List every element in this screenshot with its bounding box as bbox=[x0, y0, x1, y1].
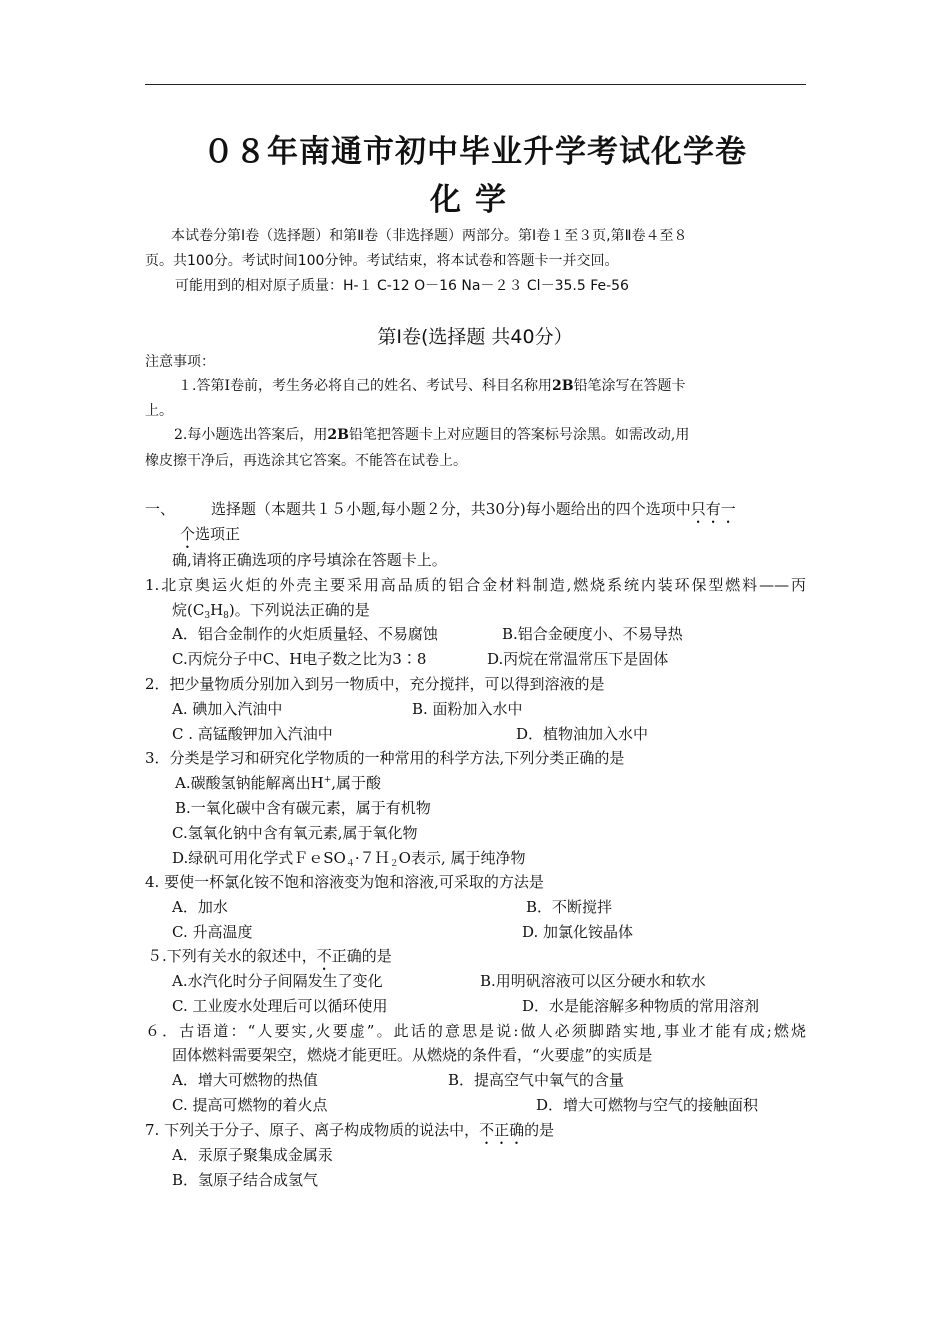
q5-option-a: A.水汽化时分子间隔发生了变化 bbox=[172, 972, 383, 990]
q3-option-a-text: A.碳酸氢钠能解离出H bbox=[175, 774, 324, 792]
q3-option-d bbox=[172, 848, 526, 868]
q1-option-d: D.丙烷在常温常压下是固体 bbox=[487, 650, 669, 668]
part-1-heading-cont: 确,请将正确选项的序号填涂在答题卡上。 bbox=[172, 551, 447, 569]
q1-stem-b1: 烷(C bbox=[172, 601, 205, 619]
exam-title: ０８年南通市初中毕业升学考试化学卷 bbox=[203, 134, 747, 170]
atomic-masses: 可能用到的相对原子质量：H-１ C-12 O－16 Na－２３ Cl－35.5 Fe-56 bbox=[175, 278, 629, 294]
note-2 bbox=[174, 425, 689, 445]
q7-stem bbox=[145, 1120, 554, 1148]
q3-option-a-text-2: ,属于酸 bbox=[331, 774, 382, 792]
q5-stem-a: ５.下列有关水的叙述中， bbox=[147, 947, 317, 965]
subject-title: 化学 bbox=[430, 182, 520, 218]
q7-option-a: A．汞原子聚集成金属汞 bbox=[172, 1146, 333, 1164]
q3-option-c: C.氢氧化钠中含有氧元素,属于氧化物 bbox=[172, 824, 418, 842]
q2-option-d: D．植物油加入水中 bbox=[516, 725, 649, 743]
q5-stem bbox=[147, 946, 392, 974]
q5-option-b: B.用明矾溶液可以区分硬水和软水 bbox=[480, 972, 706, 990]
q2-stem: 2．把少量物质分别加入到另一物质中，充分搅拌，可以得到溶液的是 bbox=[145, 675, 605, 693]
note-2-cont: 橡皮擦干净后，再选涂其它答案。不能答在试卷上。 bbox=[145, 453, 467, 469]
q6-stem: ６．古语道：“人要实,火要虚”。此话的意思是说:做人必须脚踏实地,事业才能有成;燃烧 bbox=[145, 1022, 806, 1040]
q1-stem: 1.北京奥运火炬的外壳主要采用高品质的铝合金材料制造,燃烧系统内装环保型燃料——丙 bbox=[145, 576, 806, 594]
note-1-text-b: 铅笔涂写在答题卡 bbox=[573, 378, 686, 394]
q1-stem-b2: H bbox=[210, 601, 224, 619]
q3-sub-2: ２ bbox=[389, 859, 399, 869]
q3-option-d-text-3: O表示, 属于纯净物 bbox=[398, 849, 526, 867]
note-1-cont: 上。 bbox=[145, 403, 173, 419]
part-1-number: 一、 bbox=[145, 500, 176, 518]
note-1 bbox=[178, 376, 686, 396]
q4-stem: 4. 要使一杯氯化铵不饱和溶液变为饱和溶液,可采取的方法是 bbox=[145, 873, 544, 891]
part-1-emphasis-2: 个 bbox=[180, 525, 196, 543]
q1-option-a: A．铝合金制作的火炬质量轻、不易腐蚀 bbox=[172, 625, 438, 643]
q7-option-b: B．氢原子结合成氢气 bbox=[172, 1171, 319, 1189]
q1-option-c: C.丙烷分子中C、H电子数之比为3∶8 bbox=[172, 650, 427, 668]
q1-sub-3: 3 bbox=[204, 611, 211, 621]
q5-option-d: D．水是能溶解多种物质的常用溶剂 bbox=[522, 997, 760, 1015]
q2-option-c: C . 高锰酸钾加入汽油中 bbox=[172, 725, 333, 743]
q7-stem-a: 7. 下列关于分子、原子、离子构成物质的说法中， bbox=[145, 1121, 480, 1139]
note-1-pencil: 2B bbox=[551, 378, 574, 394]
note-2-pencil: 2B bbox=[327, 427, 349, 443]
q6-stem-cont: 固体燃料需要架空，燃烧才能更旺。从燃烧的条件看，“火要虚”的实质是 bbox=[172, 1046, 653, 1064]
q4-option-c: C. 升高温度 bbox=[172, 923, 253, 941]
note-1-text-a: １.答第Ⅰ卷前，考生务必将自己的姓名、考试号、科目名称用 bbox=[178, 378, 552, 394]
q3-plus: + bbox=[323, 775, 332, 785]
q3-option-b: B.一氧化碳中含有碳元素，属于有机物 bbox=[175, 799, 431, 817]
part-1-heading-a: 选择题（本题共１５小题,每小题２分，共30分)每小题给出的四个选项中 bbox=[211, 500, 691, 518]
intro-line-1: 本试卷分第Ⅰ卷（选择题）和第Ⅱ卷（非选择题）两部分。第Ⅰ卷１至３页,第Ⅱ卷４至８ bbox=[171, 228, 688, 244]
q4-option-b: B．不断搅拌 bbox=[526, 898, 613, 916]
intro-line-2: 页。共100分。考试时间100分钟。考试结束，将本试卷和答题卡一并交回。 bbox=[145, 253, 619, 269]
q1-option-b: B.铝合金硬度小、不易导热 bbox=[502, 625, 683, 643]
q1-stem-b3: )。下列说法正确的是 bbox=[228, 601, 370, 619]
q1-sub-8: 8 bbox=[223, 611, 229, 621]
q3-sub-4: ４ bbox=[345, 859, 355, 869]
q1-stem-cont bbox=[172, 600, 370, 620]
part-1-heading-b: 选项正 bbox=[195, 525, 241, 543]
section-1-title: 第Ⅰ卷(选择题 共40分） bbox=[377, 326, 573, 348]
q4-option-a: A．加水 bbox=[172, 898, 228, 916]
q7-emphasis: 不正确 bbox=[479, 1121, 525, 1139]
q5-stem-b: 正确的是 bbox=[331, 947, 392, 965]
part-1-heading-wrap bbox=[180, 524, 240, 552]
q5-emphasis: 不 bbox=[316, 947, 332, 965]
q3-option-d-text: D.绿矾可用化学式ＦｅSO bbox=[172, 849, 346, 867]
q6-option-b: B．提高空气中氧气的含量 bbox=[448, 1071, 625, 1089]
q4-option-d: D. 加氯化铵晶体 bbox=[522, 923, 634, 941]
notes-title: 注意事项： bbox=[145, 354, 215, 370]
q2-option-b: B. 面粉加入水中 bbox=[412, 700, 523, 718]
q2-option-a: A. 碘加入汽油中 bbox=[172, 700, 283, 718]
part-1-heading bbox=[211, 499, 736, 527]
q3-option-d-text-2: ·７Ｈ bbox=[354, 849, 390, 867]
header-rule bbox=[145, 84, 806, 85]
note-2-text-b: 铅笔把答题卡上对应题目的答案标号涂黑。如需改动,用 bbox=[348, 427, 690, 443]
q6-option-a: A．增大可燃物的热值 bbox=[172, 1071, 318, 1089]
q3-option-a bbox=[175, 773, 381, 793]
q6-option-d: D．增大可燃物与空气的接触面积 bbox=[536, 1096, 759, 1114]
q5-option-c: C. 工业废水处理后可以循环使用 bbox=[172, 997, 388, 1015]
q6-option-c: C. 提高可燃物的着火点 bbox=[172, 1096, 328, 1114]
q3-stem: 3．分类是学习和研究化学物质的一种常用的科学方法,下列分类正确的是 bbox=[145, 749, 625, 767]
note-2-text-a: 2.每小题选出答案后，用 bbox=[174, 427, 328, 443]
q7-stem-b: 的是 bbox=[524, 1121, 555, 1139]
part-1-emphasis: 只有一 bbox=[690, 500, 736, 518]
